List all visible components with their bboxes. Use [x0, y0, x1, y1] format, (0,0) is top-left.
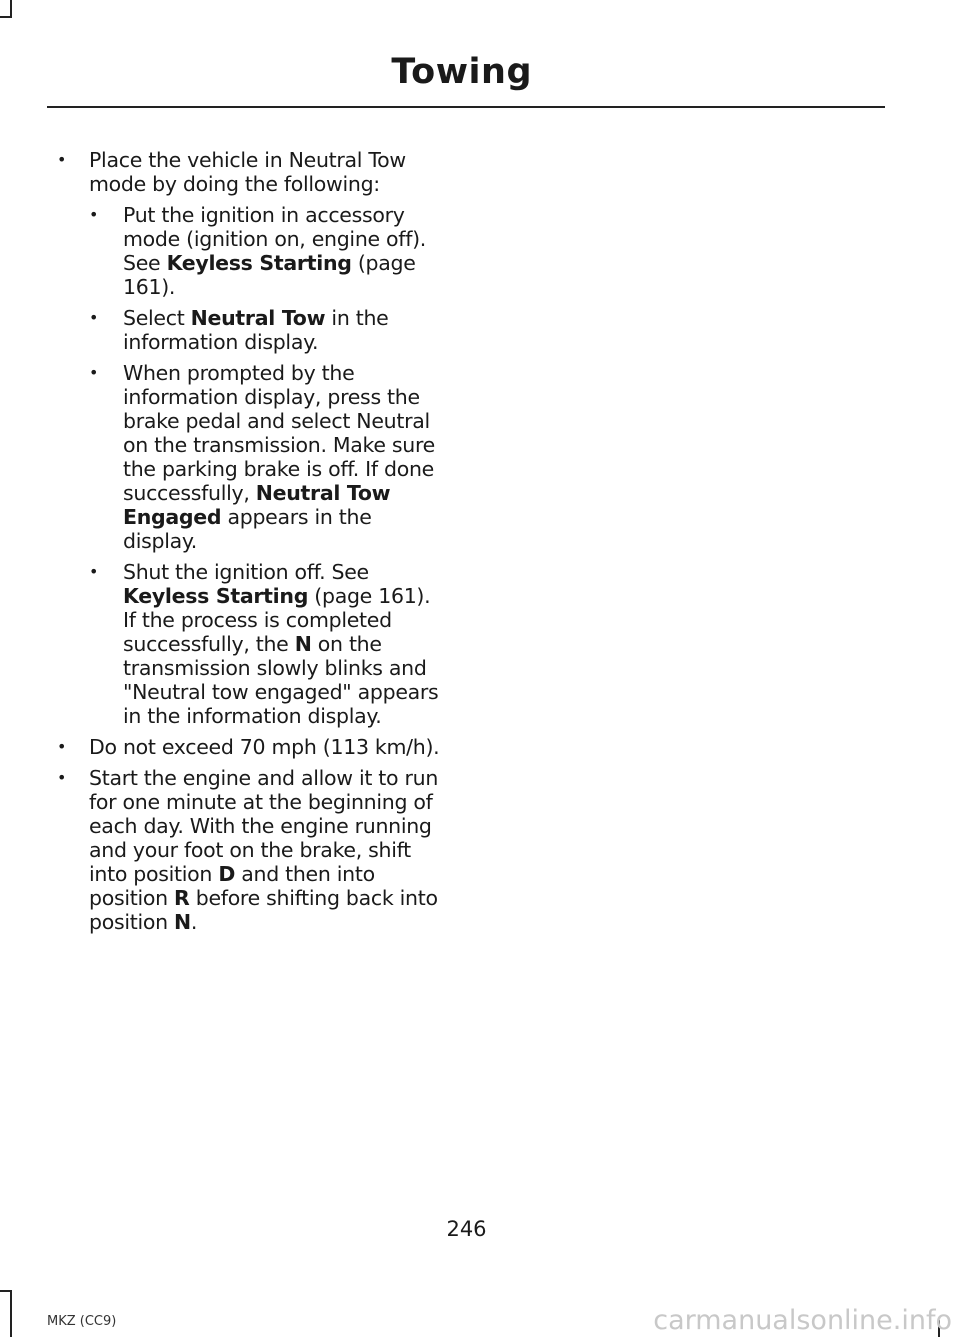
text-run: Do not exceed 70 mph (113 km/h).	[89, 735, 440, 759]
sub-list-item	[55, 203, 448, 299]
text-run: before shifting back into position	[89, 886, 438, 934]
bullet-icon: •	[89, 363, 99, 382]
bold-reference: Neutral Tow Engaged	[123, 481, 391, 529]
page-title: Towing	[391, 52, 532, 92]
text-run: When prompted by the information display, press the brake pedal and select Neutral on the transmission. Make sure the parking brake is off. If done successfully,	[123, 361, 435, 505]
text-run: Place the vehicle in Neutral Tow mode by doing the following:	[89, 148, 406, 196]
text-run: in the information display.	[123, 306, 389, 354]
list-item	[55, 735, 448, 759]
bold-reference: N	[294, 632, 312, 656]
bold-reference: Keyless Starting	[123, 584, 309, 608]
text-run: appears in the display.	[123, 505, 372, 553]
bullet-icon: •	[89, 562, 99, 581]
text-run: Shut the ignition off. See	[123, 560, 369, 584]
watermark: carmanualsonline.info	[653, 1305, 952, 1336]
bullet-icon: •	[57, 768, 67, 787]
bullet-icon: •	[89, 308, 99, 327]
list-item	[55, 148, 448, 196]
bold-reference: D	[218, 862, 236, 886]
text-run: on the transmission slowly blinks and "Neutral tow engaged" appears in the information display.	[123, 632, 439, 728]
bold-reference: Neutral Tow	[190, 306, 326, 330]
bold-reference: Keyless Starting	[166, 251, 352, 275]
sub-list-item	[55, 306, 448, 354]
list-item	[55, 766, 448, 934]
sub-list-item	[55, 361, 448, 553]
text-run: (page 161). If the process is completed successfully, the	[123, 584, 431, 656]
model-code: MKZ (CC9)	[47, 1314, 117, 1329]
text-run: Start the engine and allow it to run for one minute at the beginning of each day. With the engine running and your foot on the brake, shift into position	[89, 766, 439, 886]
text-run: .	[190, 910, 198, 934]
text-run: and then into position	[89, 862, 375, 910]
sub-list-item	[55, 560, 448, 728]
text-run: Put the ignition in accessory mode (ignition on, engine off). See	[123, 203, 427, 275]
bullet-icon: •	[57, 150, 67, 169]
crop-mark-bottom-left-h	[0, 1290, 12, 1292]
bold-reference: R	[174, 886, 190, 910]
text-run: Select	[123, 306, 191, 330]
header-divider	[47, 106, 885, 108]
crop-mark-bottom-left-v	[10, 1290, 12, 1337]
text-run: (page 161).	[123, 251, 416, 299]
crop-mark-top-left-h	[0, 16, 12, 18]
bullet-icon: •	[57, 737, 67, 756]
page-number: 246	[446, 1217, 487, 1241]
bullet-list	[55, 148, 448, 941]
bullet-icon: •	[89, 205, 99, 224]
bold-reference: N	[174, 910, 191, 934]
